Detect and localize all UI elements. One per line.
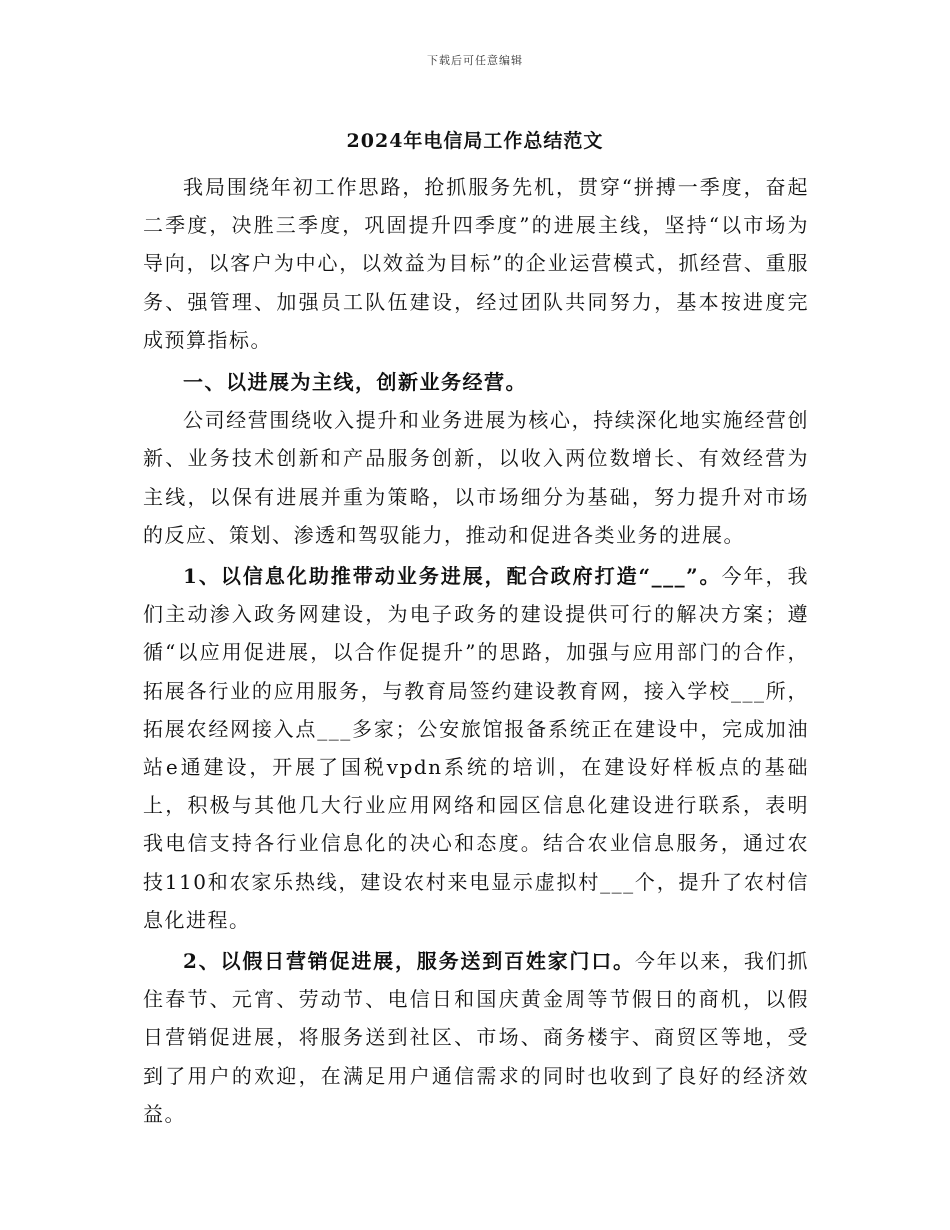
intro-paragraph: 我局围绕年初工作思路，抢抓服务先机，贯穿“拼搏一季度，奋起二季度，决胜三季度，巩固提升四季度”的进展主线，坚持“以市场为导向，以客户为中心，以效益为目标”的企业运营模式，抓经营、重服务、强管理、加强员工队伍建设，经过团队共同努力，基本按进度完成预算指标。 (143, 175, 809, 352)
header-note: 下载后可任意编辑 (427, 54, 523, 67)
item-1-body: 今年，我们主动渗入政务网建设，为电子政务的建设提供可行的解决方案；遵循“以应用促进展，以合作促提升”的思路，加强与应用部门的合作，拓展各行业的应用服务，与教育局签约建设教育网，接入学校___所，拓展农经网接入点___多家；公安旅馆报备系统正在建设中，完成加油站e通建设，开展了国税vpdn系统的培训，在建设好样板点的基础上，积极与其他几大行业应用网络和园区信息化建设进行联系，表明我电信支持各行业信息化的决心和态度。结合农业信息服务，通过农技110和农家乐热线，建设农村来电显示虚拟村___个，提升了农村信息化进程。 (143, 564, 809, 932)
section-1-heading: 一、以进展为主线，创新业务经营。 (183, 370, 527, 395)
item-2-paragraph (143, 942, 809, 1133)
document-body (143, 168, 809, 1133)
item-1-lead: 1、以信息化助推带动业务进展，配合政府打造“___”。 (183, 564, 722, 589)
section-1-paragraph: 公司经营围绕收入提升和业务进展为核心，持续深化地实施经营创新、业务技术创新和产品服务创新，以收入两位数增长、有效经营为主线，以保有进展并重为策略，以市场细分为基础，努力提升对市场的反应、策划、渗透和驾驭能力，推动和促进各类业务的进展。 (143, 408, 809, 547)
item-2-body: 今年以来，我们抓住春节、元宵、劳动节、电信日和国庆黄金周等节假日的商机，以假日营销促进展，将服务送到社区、市场、商务楼宇、商贸区等地，受到了用户的欢迎，在满足用户通信需求的同时也收到了良好的经济效益。 (143, 949, 810, 1126)
item-1-paragraph (143, 557, 809, 939)
document-title: 2024年电信局工作总结范文 (346, 130, 604, 152)
item-2-lead: 2、以假日营销促进展，服务送到百姓家门口。 (183, 949, 635, 974)
